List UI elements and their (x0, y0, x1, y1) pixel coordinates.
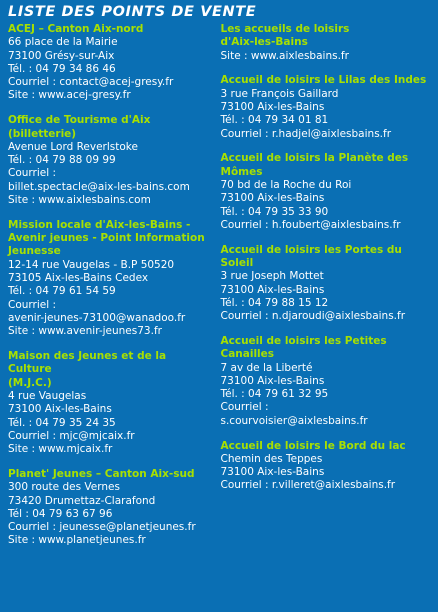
sales-point-name: Canailles (220, 348, 275, 361)
email-line: Courriel : r.villeret@aixlesbains.fr (220, 479, 396, 492)
sales-point-name: Mission locale d'Aix-les-Bains - (8, 218, 191, 231)
sales-point-name: (billetterie) (8, 127, 77, 140)
address-line: 73100 Aix-les-Bains (220, 374, 325, 387)
sales-point-entry (8, 219, 213, 339)
address-line: 12-14 rue Vaugelas - B.P 50520 (8, 258, 175, 271)
left-column (8, 23, 213, 559)
sales-point-entry (221, 74, 431, 140)
address-line: 4 rue Vaugelas (8, 389, 87, 402)
website-line: Site : www.aixlesbains.fr (220, 49, 349, 62)
sales-point-entry (221, 440, 431, 493)
address-line: 73420 Drumettaz-Clarafond (8, 494, 156, 507)
email-line: Courriel : contact@acej-gresy.fr (8, 76, 174, 89)
sales-point-name: Office de Tourisme d'Aix (8, 114, 151, 127)
sales-point-name: Mômes (220, 165, 263, 178)
email-line: Courriel : (8, 298, 57, 311)
sales-point-name: Les accueils de loisirs (220, 23, 350, 35)
phone-line: Tél. : 04 79 88 09 99 (8, 154, 116, 167)
sales-point-name: ACEJ – Canton Aix-nord (8, 23, 144, 35)
phone-line: Tél : 04 79 63 67 96 (8, 507, 113, 520)
sales-point-name: Accueil de loisirs les Portes du (220, 243, 402, 256)
email-line: Courriel : mjc@mjcaix.fr (8, 429, 135, 442)
address-line: 70 bd de la Roche du Roi (220, 178, 352, 191)
address-line: 7 av de la Liberté (220, 361, 313, 374)
website-line: Site : www.acej-gresy.fr (8, 89, 131, 102)
email-line: Courriel : r.hadjel@aixlesbains.fr (220, 127, 392, 140)
address-line: 73100 Aix-les-Bains (220, 100, 325, 113)
phone-line: Tél. : 04 79 35 24 35 (8, 416, 116, 429)
sales-point-entry (8, 23, 213, 103)
website-line: Site : www.avenir-jeunes73.fr (8, 325, 162, 338)
phone-line: Tél. : 04 79 88 15 12 (220, 296, 329, 309)
sales-point-entry (221, 152, 431, 232)
sales-point-entry (8, 468, 213, 548)
phone-line: Tél. : 04 79 61 32 95 (220, 388, 329, 401)
email-line: billet.spectacle@aix-les-bains.com (8, 180, 190, 193)
email-line: Courriel : (220, 401, 269, 414)
phone-line: Tél. : 04 79 34 86 46 (8, 62, 116, 75)
email-line: avenir-jeunes-73100@wanadoo.fr (8, 311, 186, 324)
page-title: LISTE DES POINTS DE VENTE (8, 4, 257, 20)
columns (8, 23, 430, 559)
phone-line: Tél. : 04 79 61 54 59 (8, 285, 116, 298)
email-line: Courriel : (8, 167, 57, 180)
address-line: Chemin des Teppes (220, 452, 323, 465)
address-line: 73100 Aix-les-Bains (8, 403, 112, 416)
phone-line: Tél. : 04 79 35 33 90 (220, 205, 329, 218)
sales-point-name: Accueil de loisirs la Planète des (220, 152, 409, 165)
email-line: Courriel : h.foubert@aixlesbains.fr (220, 218, 401, 231)
sales-point-entry (8, 350, 213, 456)
sales-point-name: Planet' Jeunes – Canton Aix-sud (8, 467, 195, 480)
website-line: Site : www.mjcaix.fr (8, 443, 113, 456)
sales-point-name: Accueil de loisirs le Bord du lac (220, 439, 406, 452)
sales-point-name: d'Aix-les-Bains (220, 36, 308, 49)
right-column (221, 23, 431, 559)
sales-point-name: Jeunesse (8, 245, 61, 258)
address-line: 73100 Grésy-sur-Aix (8, 49, 115, 62)
sales-point-name: Avenir jeunes - Point Information (8, 232, 205, 245)
sales-point-name: Accueil de loisirs le Lilas des Indes (220, 74, 427, 87)
address-line: 300 route des Vernes (8, 481, 120, 494)
email-line: Courriel : jeunesse@planetjeunes.fr (8, 521, 196, 534)
address-line: 3 rue Joseph Mottet (220, 270, 324, 283)
address-line: 73105 Aix-les-Bains Cedex (8, 272, 149, 285)
website-line: Site : www.aixlesbains.com (8, 194, 151, 207)
address-line: Avenue Lord Reverlstoke (8, 140, 138, 153)
sales-point-entry (221, 335, 431, 428)
address-line: 73100 Aix-les-Bains (220, 192, 325, 205)
phone-line: Tél. : 04 79 34 01 81 (220, 114, 329, 127)
address-line: 73100 Aix-les-Bains (220, 283, 325, 296)
website-line: Site : www.planetjeunes.fr (8, 534, 146, 547)
sales-point-name: Maison des Jeunes et de la Culture (8, 350, 167, 376)
address-line: 73100 Aix-les-Bains (220, 466, 325, 479)
sales-point-name: (M.J.C.) (8, 376, 52, 389)
address-line: 3 rue François Gaillard (220, 87, 339, 100)
address-line: 66 place de la Mairie (8, 36, 118, 49)
sales-point-name: Accueil de loisirs les Petites (220, 334, 387, 347)
sales-point-entry (221, 244, 431, 324)
sales-point-entry (221, 23, 431, 63)
email-line: Courriel : n.djaroudi@aixlesbains.fr (220, 310, 406, 323)
email-line: s.courvoisier@aixlesbains.fr (220, 414, 368, 427)
sales-point-entry (8, 114, 213, 207)
sales-point-name: Soleil (220, 256, 254, 269)
